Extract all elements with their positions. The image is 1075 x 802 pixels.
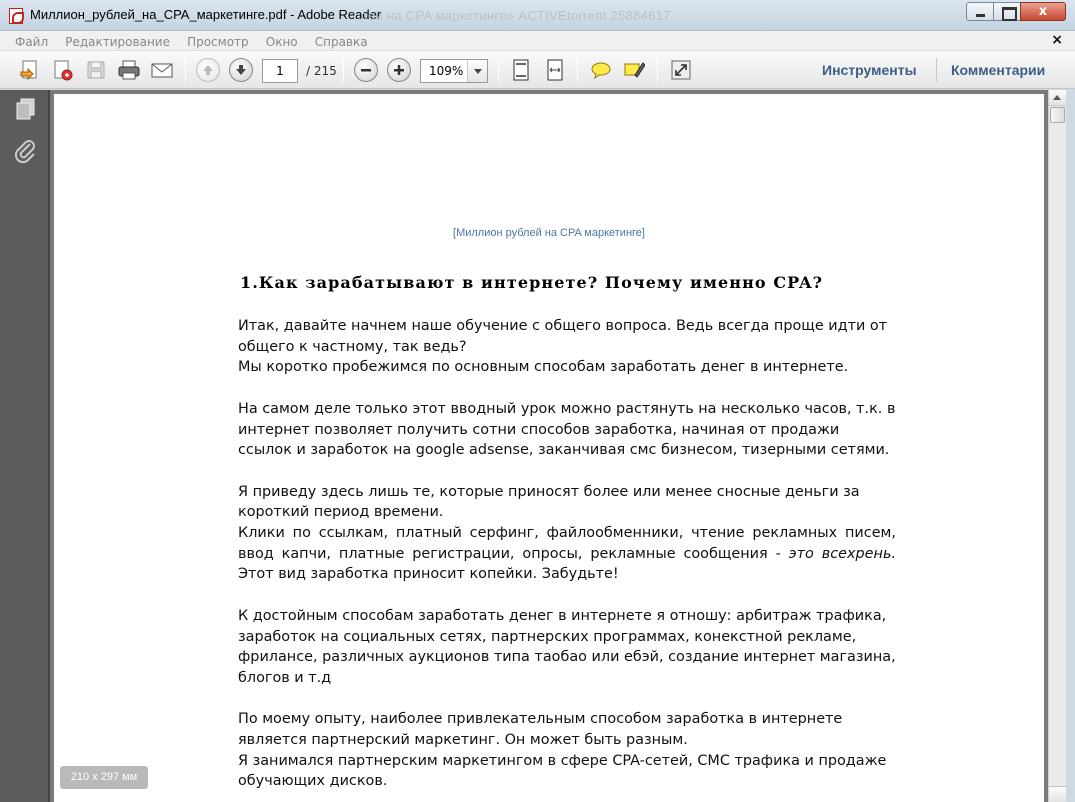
menu-edit[interactable]: Редактирование xyxy=(65,35,170,49)
text-line: общего к частному, так ведь? xyxy=(238,338,467,355)
text-line: На самом деле только этот вводный урок можно растянуть на несколько часов, т.к. в xyxy=(238,400,896,417)
toolbar-separator xyxy=(936,58,937,82)
plus-icon xyxy=(387,58,411,82)
create-pdf-icon xyxy=(19,59,41,81)
text-line: обучающих дисков. xyxy=(238,773,388,790)
scroll-up-button[interactable] xyxy=(1049,90,1066,106)
window-title-ghost: лей на CPA маркетинге» ACTIVEtorrent 25884617 xyxy=(360,8,671,23)
zoom-value: 109% xyxy=(429,64,464,78)
zoom-out-button[interactable] xyxy=(353,57,379,83)
share-pdf-icon xyxy=(52,59,74,81)
text-line: Этот вид заработка приносит копейки. Забудьте! xyxy=(238,566,619,583)
sticky-note-button[interactable] xyxy=(588,57,614,83)
text-line: интернет позволяет получить сотни способов заработка, начиная от продажи xyxy=(238,421,840,438)
highlight-text-button[interactable] xyxy=(621,57,647,83)
chevron-down-icon[interactable] xyxy=(467,60,487,82)
expand-icon xyxy=(670,59,692,81)
vertical-scrollbar[interactable] xyxy=(1048,90,1066,802)
save-icon xyxy=(85,59,107,81)
toolbar-separator xyxy=(657,58,658,82)
toolbar-separator xyxy=(577,58,578,82)
menu-file[interactable]: Файл xyxy=(15,35,49,49)
fit-page-icon xyxy=(510,59,532,81)
pages-icon xyxy=(13,96,39,122)
page-number-input[interactable]: 1 xyxy=(262,59,298,83)
text-line: Итак, давайте начнем наше обучение с общего вопроса. Ведь всегда проще идти от xyxy=(238,318,888,334)
menu-bar xyxy=(0,31,1075,51)
fit-width-icon xyxy=(544,59,566,81)
toolbar-separator xyxy=(343,58,344,82)
create-pdf-button[interactable] xyxy=(17,57,43,83)
share-pdf-button[interactable] xyxy=(50,57,76,83)
page-size-badge: 210 x 297 мм xyxy=(60,766,148,789)
previous-page-button[interactable] xyxy=(195,57,221,83)
title-bar xyxy=(0,0,1075,31)
running-header: [Миллион рублей на CPA маркетинге] xyxy=(453,227,645,239)
print-icon xyxy=(117,59,141,81)
paperclip-icon xyxy=(13,138,39,164)
window-frame xyxy=(1066,90,1075,802)
chapter-heading: 1.Как зарабатывают в интернете? Почему именно CPA? xyxy=(240,273,824,292)
scroll-down-button[interactable] xyxy=(1049,786,1066,802)
text-line: К достойным способам заработать денег в интернете я отношу: арбитраж трафика, xyxy=(238,607,887,624)
close-window-button[interactable] xyxy=(1020,2,1066,21)
toolbar xyxy=(0,51,1075,89)
pdf-file-icon xyxy=(9,8,23,24)
text-line: заработок на социальных сетях, партнерских программах, конекстной рекламе, xyxy=(238,628,857,645)
attachments-button[interactable] xyxy=(13,138,39,164)
text-line: короткий период времени. xyxy=(238,504,444,521)
text-line: ссылок и заработок на google adsense, заканчивая смс бизнесом, тизерными сетями. xyxy=(238,442,890,459)
menu-window[interactable]: Окно xyxy=(265,35,298,49)
text-line: Я приведу здесь лишь те, которые приносят более или менее сносные деньги за xyxy=(238,483,860,500)
highlighter-icon xyxy=(623,59,645,81)
body-text xyxy=(238,316,896,792)
maximize-button[interactable] xyxy=(993,2,1021,21)
save-button[interactable] xyxy=(83,57,109,83)
email-icon xyxy=(150,59,174,81)
close-document-button[interactable]: × xyxy=(1051,32,1063,48)
text-line: Клики по ссылкам, платный серфинг, файлообменники, чтение рекламных писем, xyxy=(238,525,896,541)
minus-icon xyxy=(354,58,378,82)
text-line: является партнерский маркетинг. Он может быть разным. xyxy=(238,732,688,748)
minimize-button[interactable] xyxy=(966,2,994,21)
text-line: фрилансе, различных аукционов типа таобао или ебэй, создание интернет магазина, xyxy=(238,649,896,666)
document-viewport[interactable] xyxy=(50,90,1048,802)
arrow-up-icon xyxy=(196,58,220,82)
text-line: блогов и т.д xyxy=(238,669,332,686)
page-thumbnails-button[interactable] xyxy=(13,96,39,122)
tools-pane-button[interactable]: Инструменты xyxy=(822,62,917,78)
pdf-page xyxy=(54,94,1044,802)
text-line: Мы коротко пробежимся по основным способам заработать денег в интернете. xyxy=(238,359,849,376)
close-icon: x xyxy=(1038,4,1048,19)
text-line xyxy=(238,544,896,565)
arrow-down-icon xyxy=(229,58,253,82)
print-button[interactable] xyxy=(116,57,142,83)
scroll-thumb[interactable] xyxy=(1050,107,1065,123)
comments-pane-button[interactable]: Комментарии xyxy=(951,62,1046,78)
window-title: Миллион_рублей_на_CPA_маркетинге.pdf - Adobe Reader xyxy=(30,7,382,22)
text-line: Я занимался партнерским маркетингом в сфере CPA-сетей, СМС трафика и продаже xyxy=(238,752,887,769)
fit-width-button[interactable] xyxy=(542,57,568,83)
menu-view[interactable]: Просмотр xyxy=(187,35,249,49)
italic-fragment: это всехрень. xyxy=(788,545,896,562)
email-button[interactable] xyxy=(149,57,175,83)
next-page-button[interactable] xyxy=(228,57,254,83)
menu-help[interactable]: Справка xyxy=(314,35,368,49)
text-line: По моему опыту, наиболее привлекательным способом заработка в интернете xyxy=(238,711,843,728)
text-fragment: ввод капчи, платные регистрации, опросы, рекламные сообщения - xyxy=(238,545,781,562)
comment-icon xyxy=(590,59,612,81)
fit-page-button[interactable] xyxy=(508,57,534,83)
zoom-in-button[interactable] xyxy=(386,57,412,83)
toolbar-separator xyxy=(185,58,186,82)
toolbar-separator xyxy=(498,58,499,82)
navigation-panel xyxy=(0,90,50,802)
zoom-select[interactable] xyxy=(420,59,488,83)
page-total: / 215 xyxy=(306,64,337,78)
fullscreen-button[interactable] xyxy=(668,57,694,83)
